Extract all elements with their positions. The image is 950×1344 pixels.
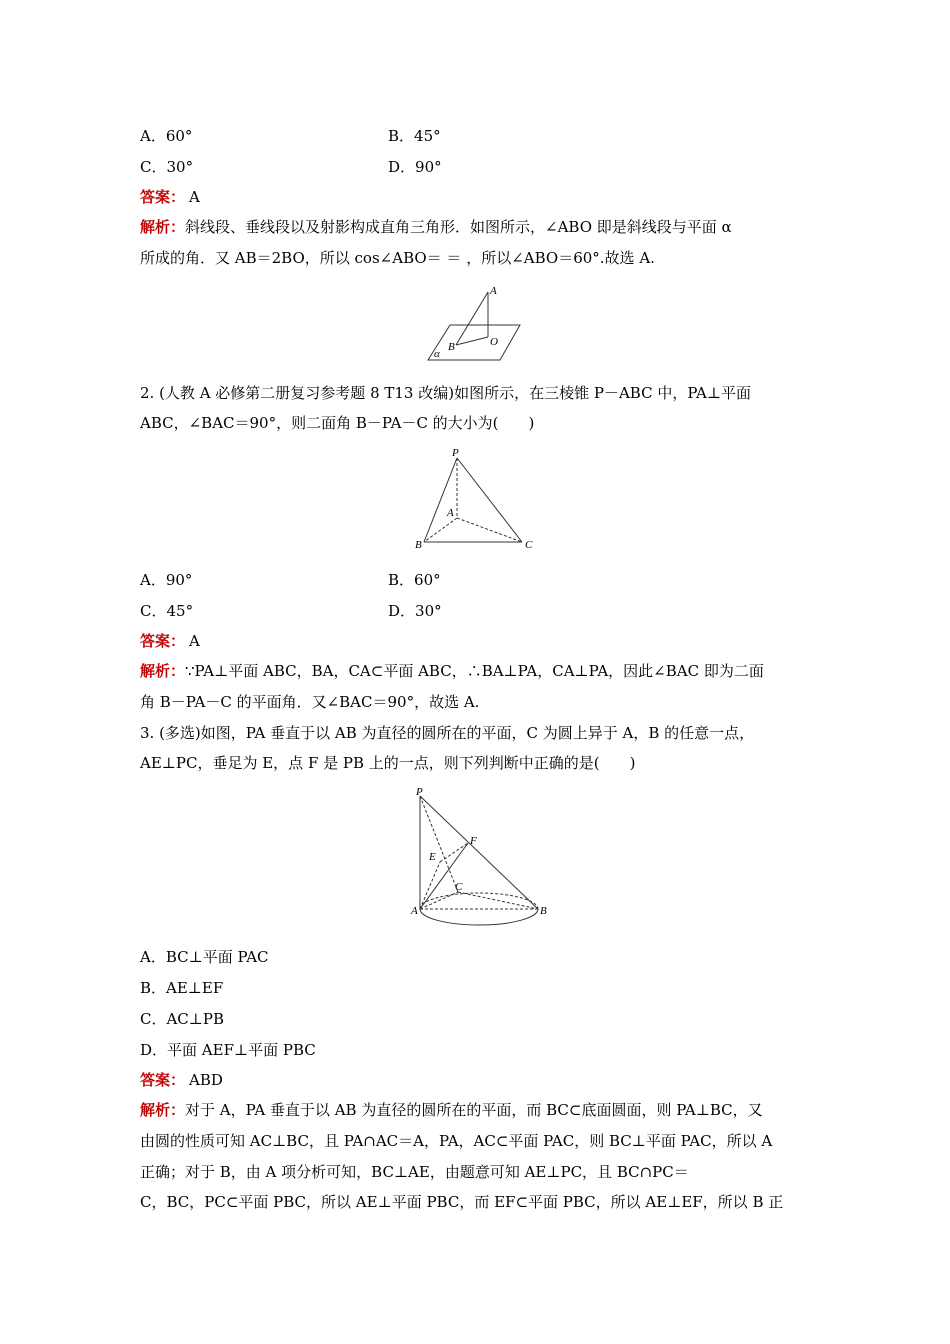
- q1-answer: [140, 187, 200, 207]
- analysis-label: 解析：: [140, 1101, 186, 1119]
- label-p: P: [452, 447, 459, 459]
- q2-stem-line-2: ABC，∠BAC＝90°，则二面角 B－PA－C 的大小为( ): [140, 414, 535, 432]
- edge-pc: [420, 796, 458, 892]
- q2-analysis-line-1: [140, 661, 812, 681]
- label-b: B: [540, 905, 547, 917]
- segment-bo: [456, 337, 488, 345]
- q1-analysis-line-2: 所成的角．又 AB＝2BO，所以 cos∠ABO＝ ＝ ，所以∠ABO＝60°.故选 A.: [140, 249, 655, 267]
- q2-option-b: B．60°: [388, 571, 441, 589]
- q3-analysis-line-1: [140, 1100, 812, 1120]
- answer-label: 答案：: [140, 188, 186, 206]
- plane-alpha: [428, 325, 520, 360]
- q3-analysis-line-3: 正确；对于 B，由 A 项分析可知，BC⊥AE，由题意可知 AE⊥PC，且 BC∩PC＝: [140, 1163, 689, 1181]
- edge-ef: [440, 843, 468, 862]
- q2-option-d: D．30°: [388, 602, 442, 620]
- label-alpha: α: [434, 348, 440, 360]
- q2-option-a: A．90°: [140, 571, 193, 589]
- label-o: O: [490, 336, 498, 348]
- q2-analysis-line-2: 角 B－PA－C 的平面角．又∠BAC＝90°，故选 A.: [140, 693, 480, 711]
- q3-stem-line-1: 3. (多选)如图，PA 垂直于以 AB 为直径的圆所在的平面，C 为圆上异于 A，B 的任意一点，: [140, 724, 755, 742]
- q3-stem-line-2: AE⊥PC，垂足为 E，点 F 是 PB 上的一点，则下列判断中正确的是( ): [140, 754, 636, 772]
- segment-ab: [456, 292, 488, 345]
- q2-figure: [412, 446, 542, 554]
- analysis-label: 解析：: [140, 662, 186, 680]
- q3-option-c: C．AC⊥PB: [140, 1010, 225, 1028]
- q1-figure: [420, 282, 530, 364]
- answer-label: 答案：: [140, 1071, 186, 1089]
- edge-af: [420, 843, 468, 909]
- label-c: C: [525, 539, 533, 551]
- q3-option-d: D．平面 AEF⊥平面 PBC: [140, 1041, 316, 1059]
- label-e: E: [429, 851, 436, 863]
- q3-option-a: A．BC⊥平面 PAC: [140, 948, 269, 966]
- label-p: P: [416, 786, 423, 798]
- label-a: A: [447, 507, 454, 519]
- answer-value: ABD: [189, 1071, 223, 1089]
- q2-stem-line-1: 2. (人教 A 必修第二册复习参考题 8 T13 改编)如图所示，在三棱锥 P－ABC 中，PA⊥平面: [140, 384, 751, 402]
- label-f: F: [470, 835, 477, 847]
- q3-answer: [140, 1070, 223, 1090]
- analysis-label: 解析：: [140, 218, 186, 236]
- q1-option-d: D．90°: [388, 158, 442, 176]
- analysis-text: ∵PA⊥平面 ABC，BA，CA⊂平面 ABC，∴BA⊥PA，CA⊥PA，因此∠BAC 即为二面: [185, 662, 764, 680]
- q3-analysis-line-4: C，BC，PC⊂平面 PBC，所以 AE⊥平面 PBC，而 EF⊂平面 PBC，所以 AE⊥EF，所以 B 正: [140, 1193, 784, 1211]
- answer-value: A: [189, 188, 200, 206]
- q1-option-a: A．60°: [140, 127, 193, 145]
- q2-answer: [140, 631, 200, 651]
- analysis-text: 斜线段、垂线段以及射影构成直角三角形．如图所示，∠ABO 即是斜线段与平面 α: [185, 218, 732, 236]
- q1-option-b: B．45°: [388, 127, 441, 145]
- label-b: B: [415, 539, 422, 551]
- edge-pc: [457, 458, 522, 542]
- answer-value: A: [189, 632, 200, 650]
- analysis-text: 对于 A，PA 垂直于以 AB 为直径的圆所在的平面，而 BC⊂底面圆面，则 PA⊥BC，又: [185, 1101, 763, 1119]
- label-a: A: [490, 285, 497, 297]
- q2-option-c: C．45°: [140, 602, 194, 620]
- q3-analysis-line-2: 由圆的性质可知 AC⊥BC，且 PA∩AC＝A，PA，AC⊂平面 PAC，则 BC⊥平面 PAC，所以 A: [140, 1132, 773, 1150]
- label-a: A: [411, 905, 418, 917]
- label-b: B: [448, 341, 455, 353]
- label-c: C: [455, 881, 463, 893]
- q3-option-b: B．AE⊥EF: [140, 979, 224, 997]
- q1-option-c: C．30°: [140, 158, 194, 176]
- q3-figure: [408, 786, 548, 936]
- q1-analysis-line-1: [140, 217, 812, 237]
- answer-label: 答案：: [140, 632, 186, 650]
